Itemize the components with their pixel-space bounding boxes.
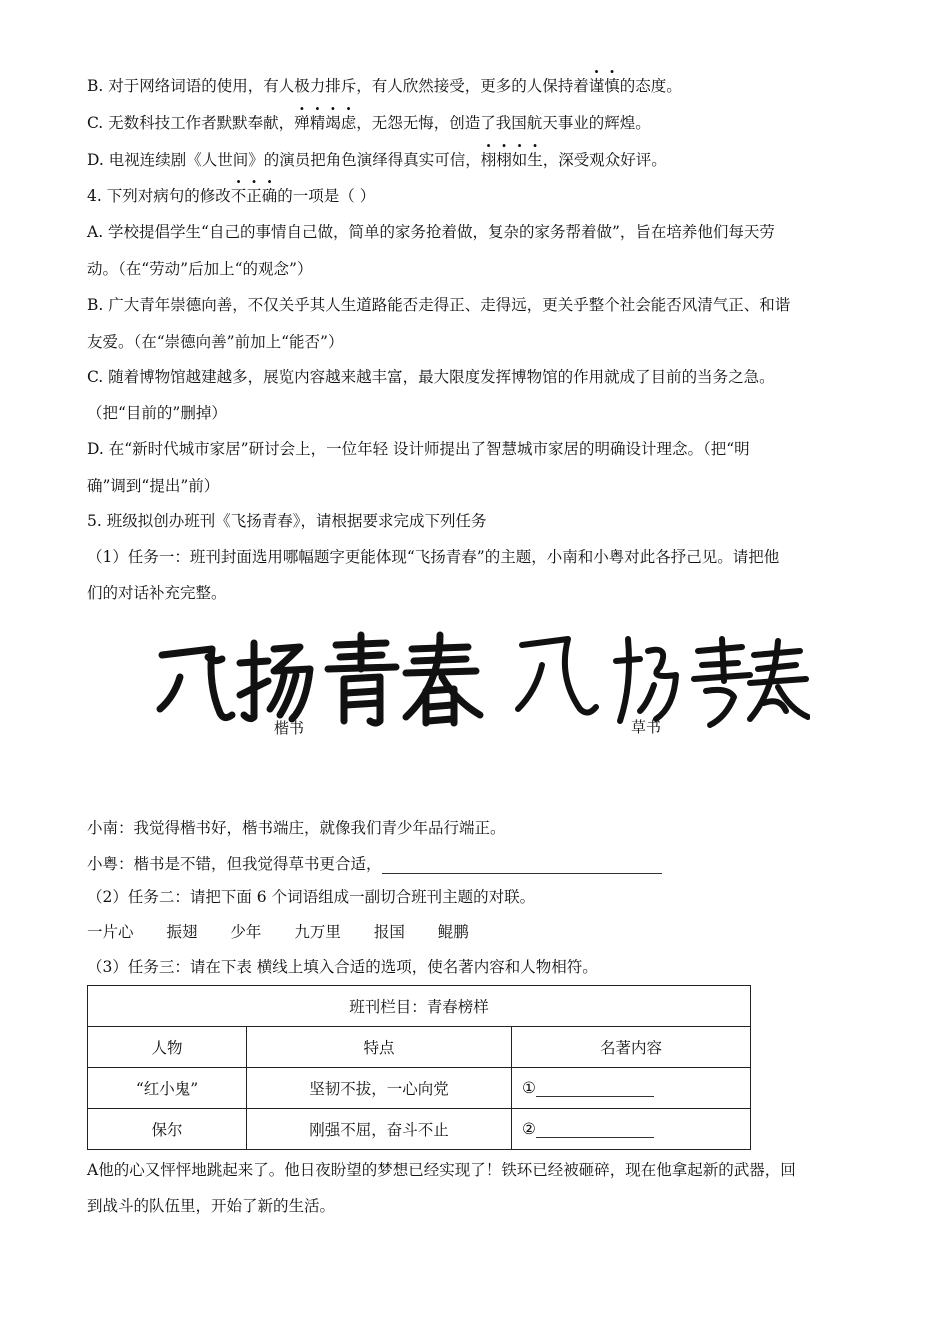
xiaoyue-dialogue: 小粤：楷书是不错，但我觉得草书更合适， xyxy=(87,854,662,874)
q4-option-a-line2: 动。（在“劳动”后加上“的观念”） xyxy=(87,260,313,278)
q5-stem: 5. 班级拟创办班刊《飞扬青春》，请根据要求完成下列任务 xyxy=(87,512,487,530)
table-row xyxy=(88,1109,751,1150)
q4-option-b-line2: 友爱。（在“崇德向善”前加上“能否”） xyxy=(87,333,344,351)
q4-option-b-line1: B. 广大青年崇德向善，不仅关乎其人生道路能否走得正、走得远，更关乎整个社会能否风清气正、和谐 xyxy=(87,296,791,314)
option-a-line1: A他的心又怦怦地跳起来了。他日夜盼望的梦想已经实现了！铁环已经被砸碎，现在他拿起新的武器，回 xyxy=(87,1161,796,1179)
person-trait: 刚强不屈，奋斗不止 xyxy=(247,1109,512,1150)
q4-option-d-line2: 确”调到“提出”前） xyxy=(87,477,220,495)
kaishu-calligraphy xyxy=(160,635,480,723)
xiaonan-dialogue: 小南：我觉得楷书好，楷书端庄，就像我们青少年品行端正。 xyxy=(87,819,506,837)
book-content-cell: ① xyxy=(512,1068,751,1109)
book-content-cell: ② xyxy=(512,1109,751,1150)
option-a-line2: 到战斗的队伍里，开始了新的生活。 xyxy=(87,1197,336,1215)
table-title: 班刊栏目：青春榜样 xyxy=(88,986,751,1027)
calligraphy-image xyxy=(150,625,810,755)
q3-option-c: C. 无数科技工作者默默奉献，殚精竭虑，无怨无悔，创造了我国航天事业的辉煌。 xyxy=(87,114,651,132)
answer-blank[interactable] xyxy=(382,857,662,874)
table-header: 人物 xyxy=(88,1027,247,1068)
word-item: 报国 xyxy=(373,923,405,941)
word-item: 振翅 xyxy=(166,923,198,941)
table-header: 特点 xyxy=(247,1027,512,1068)
q3-option-b: B. 对于网络词语的使用，有人极力排斥，有人欣然接受，更多的人保持着谨慎的态度。 xyxy=(87,77,682,95)
q5-task1-line2: 们的对话补充完整。 xyxy=(87,584,227,602)
word-item: 一片心 xyxy=(87,923,134,941)
couplet-words xyxy=(87,922,497,942)
q3-option-d: D. 电视连续剧《人世间》的演员把角色演绎得真实可信，栩栩如生，深受观众好评。 xyxy=(87,151,667,169)
answer-blank[interactable] xyxy=(536,1121,654,1138)
q5-task2: （2）任务二：请把下面 6 个词语组成一副切合班刊主题的对联。 xyxy=(87,888,536,906)
person-name: “红小鬼” xyxy=(88,1068,247,1109)
q4-option-c-line2: （把“目前的”删掉） xyxy=(87,404,227,422)
q4-option-c-line1: C. 随着博物馆越建越多，展览内容越来越丰富，最大限度发挥博物馆的作用就成了目前的当务之急。 xyxy=(87,368,775,386)
q5-task1-line1: （1）任务一：班刊封面选用哪幅题字更能体现“飞扬青春”的主题，小南和小粤对此各抒己见。请把他 xyxy=(87,548,780,566)
role-model-table xyxy=(87,985,751,1150)
caoshu-calligraphy xyxy=(518,639,808,725)
q4-option-d-line1: D. 在“新时代城市家居”研讨会上，一位年轻 设计师提出了智慧城市家居的明确设计理念。（把“明 xyxy=(87,440,750,458)
kaishu-label: 楷书 xyxy=(274,719,305,737)
answer-blank[interactable] xyxy=(536,1080,654,1097)
word-item: 九万里 xyxy=(294,923,341,941)
person-name: 保尔 xyxy=(88,1109,247,1150)
word-item: 少年 xyxy=(230,923,262,941)
q4-option-a-line1: A. 学校提倡学生“自己的事情自己做，简单的家务抢着做，复杂的家务帮着做”，旨在培养他们每天劳 xyxy=(87,223,775,241)
caoshu-label: 草书 xyxy=(631,718,662,736)
table-header: 名著内容 xyxy=(512,1027,751,1068)
person-trait: 坚韧不拔，一心向党 xyxy=(247,1068,512,1109)
q5-task3: （3）任务三：请在下表 横线上填入合适的选项，使名著内容和人物相符。 xyxy=(87,958,598,976)
table-row xyxy=(88,1068,751,1109)
q4-stem: 4. 下列对病句的修改不正确的一项是（ ） xyxy=(87,187,376,205)
word-item: 鲲鹏 xyxy=(437,923,469,941)
